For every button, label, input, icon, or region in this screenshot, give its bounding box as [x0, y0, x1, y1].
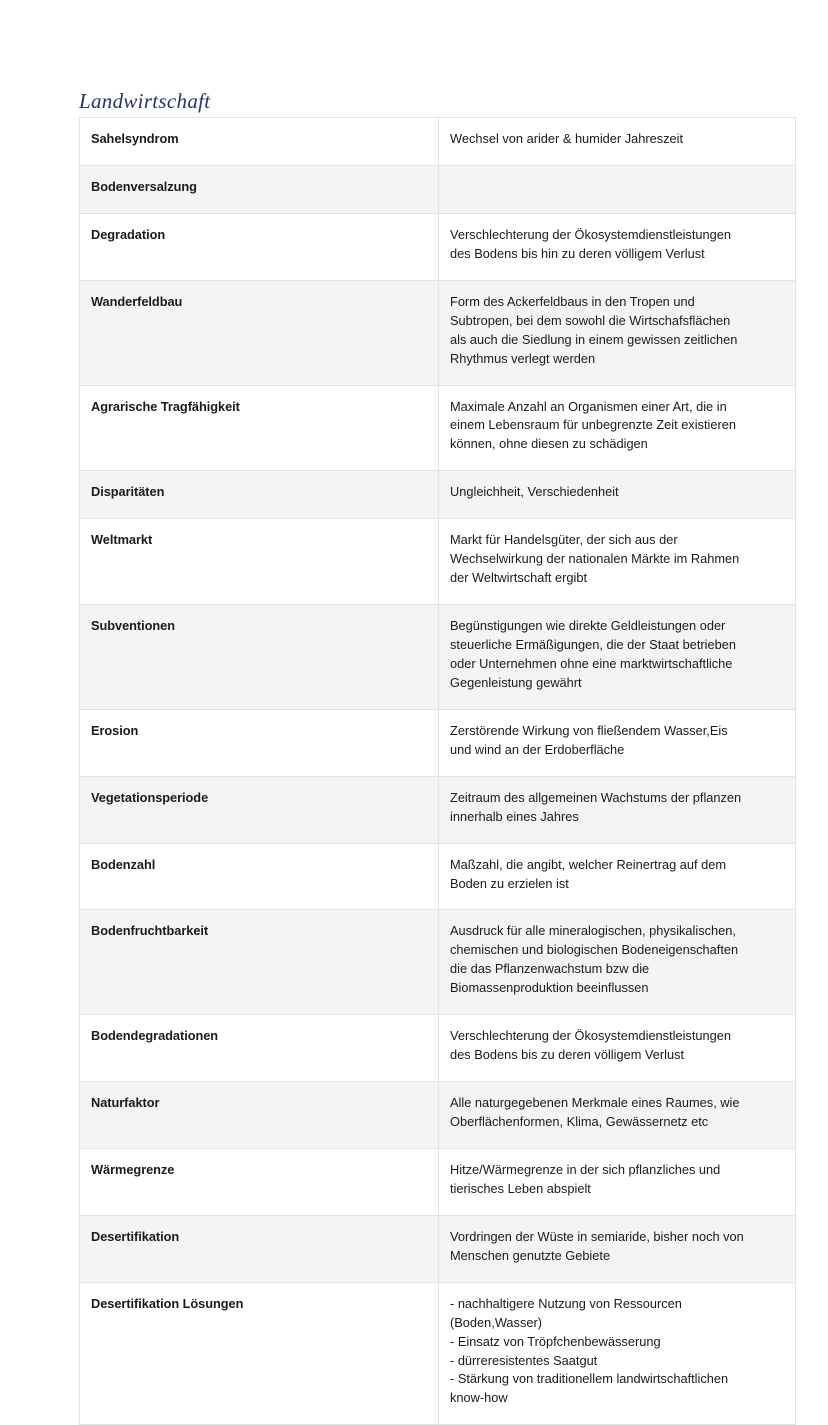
definition-cell: [439, 280, 796, 385]
vocabulary-table-body: [80, 118, 796, 1425]
definition-line: oder Unternehmen ohne eine marktwirtschaftliche: [450, 655, 733, 671]
page-title: Landwirtschaft: [79, 89, 211, 114]
definition-cell: [439, 843, 796, 910]
definition-line: chemischen und biologischen Bodeneigenschaften: [450, 942, 739, 958]
definition-cell: [439, 776, 796, 843]
definition-line: tierisches Leben abspielt: [450, 1180, 591, 1196]
term-cell: Wanderfeldbau: [80, 280, 439, 385]
definition-cell: [439, 1215, 796, 1282]
table-row: [80, 1148, 796, 1215]
vocabulary-table: [79, 117, 796, 1425]
definition-line: Verschlechterung der Ökosystemdienstleistungen: [450, 1028, 731, 1044]
definition-line: Wechselwirkung der nationalen Märkte im Rahmen: [450, 551, 740, 567]
table-row: [80, 1082, 796, 1149]
term-cell: Wärmegrenze: [80, 1148, 439, 1215]
definition-cell: [439, 519, 796, 605]
term-cell: Bodenzahl: [80, 843, 439, 910]
term-cell: Desertifikation: [80, 1215, 439, 1282]
definition-cell: [439, 385, 796, 471]
definition-cell: [439, 471, 796, 519]
table-row: [80, 519, 796, 605]
term-cell: Bodenversalzung: [80, 165, 439, 213]
definition-line: (Boden,Wasser): [450, 1314, 542, 1330]
definition-line: Form des Ackerfeldbaus in den Tropen und: [450, 293, 695, 309]
table-row: [80, 385, 796, 471]
table-row: [80, 165, 796, 213]
term-cell: Sahelsyndrom: [80, 118, 439, 166]
definition-line: Hitze/Wärmegrenze in der sich pflanzliches und: [450, 1161, 721, 1177]
definition-line: innerhalb eines Jahres: [450, 808, 579, 824]
definition-line: des Bodens bis hin zu deren völligem Verlust: [450, 245, 705, 261]
definition-line: Alle naturgegebenen Merkmale eines Raumes, wie: [450, 1095, 740, 1111]
term-cell: Desertifikation Lösungen: [80, 1282, 439, 1425]
definition-cell: [439, 213, 796, 280]
term-cell: Naturfaktor: [80, 1082, 439, 1149]
term-cell: Agrarische Tragfähigkeit: [80, 385, 439, 471]
definition-cell: [439, 1282, 796, 1425]
definition-cell: [439, 1015, 796, 1082]
definition-line: Maßzahl, die angibt, welcher Reinertrag auf dem: [450, 856, 726, 872]
definition-line: - Stärkung von traditionellem landwirtschaftlichen: [450, 1371, 729, 1387]
definition-line: - Einsatz von Tröpfchenbewässerung: [450, 1333, 661, 1349]
term-cell: Disparitäten: [80, 471, 439, 519]
definition-line: Ungleichheit, Verschiedenheit: [450, 484, 619, 500]
table-row: [80, 709, 796, 776]
definition-cell: [439, 118, 796, 166]
definition-cell: [439, 910, 796, 1015]
table-row: [80, 605, 796, 710]
definition-line: Menschen genutzte Gebiete: [450, 1247, 611, 1263]
table-row: [80, 910, 796, 1015]
definition-line: können, ohne diesen zu schädigen: [450, 436, 648, 452]
definition-line: des Bodens bis zu deren völligem Verlust: [450, 1047, 685, 1063]
term-cell: Bodendegradationen: [80, 1015, 439, 1082]
definition-line: Boden zu erzielen ist: [450, 875, 569, 891]
definition-line: - nachhaltigere Nutzung von Ressourcen: [450, 1295, 682, 1311]
table-row: [80, 471, 796, 519]
definition-cell: [439, 709, 796, 776]
term-cell: Vegetationsperiode: [80, 776, 439, 843]
definition-line: der Weltwirtschaft ergibt: [450, 570, 588, 586]
definition-line: - dürreresistentes Saatgut: [450, 1352, 598, 1368]
definition-cell: [439, 1082, 796, 1149]
definition-line: Biomassenproduktion beeinflussen: [450, 980, 649, 996]
definition-line: Subtropen, bei dem sowohl die Wirtschafsflächen: [450, 312, 731, 328]
definition-cell: [439, 1148, 796, 1215]
table-row: [80, 1215, 796, 1282]
definition-line: Ausdruck für alle mineralogischen, physikalischen,: [450, 923, 736, 939]
table-row: [80, 213, 796, 280]
definition-line: Oberflächenformen, Klima, Gewässernetz etc: [450, 1114, 709, 1129]
definition-line: Vordringen der Wüste in semiaride, bisher noch von: [450, 1228, 744, 1244]
term-cell: Weltmarkt: [80, 519, 439, 605]
definition-cell: [439, 165, 796, 213]
definition-line: als auch die Siedlung in einem gewissen zeitlichen: [450, 331, 738, 347]
definition-line: Maximale Anzahl an Organismen einer Art, die in: [450, 398, 727, 414]
definition-line: steuerliche Ermäßigungen, die der Staat betrieben: [450, 637, 736, 652]
term-cell: Erosion: [80, 709, 439, 776]
definition-empty: [450, 178, 784, 197]
definition-line: die das Pflanzenwachstum bzw die: [450, 961, 650, 977]
table-row: [80, 843, 796, 910]
table-row: [80, 1282, 796, 1425]
table-row: [80, 1015, 796, 1082]
definition-line: Markt für Handelsgüter, der sich aus der: [450, 532, 678, 548]
definition-line: know-how: [450, 1390, 508, 1406]
term-cell: Subventionen: [80, 605, 439, 710]
definition-line: Zeitraum des allgemeinen Wachstums der pflanzen: [450, 789, 742, 805]
definition-line: Begünstigungen wie direkte Geldleistungen oder: [450, 618, 726, 634]
definition-line: Wechsel von arider & humider Jahreszeit: [450, 131, 684, 146]
term-cell: Bodenfruchtbarkeit: [80, 910, 439, 1015]
definition-line: einem Lebensraum für unbegrenzte Zeit existieren: [450, 417, 736, 433]
table-row: [80, 118, 796, 166]
definition-cell: [439, 605, 796, 710]
term-cell: Degradation: [80, 213, 439, 280]
definition-line: Verschlechterung der Ökosystemdienstleistungen: [450, 226, 731, 242]
definition-line: Zerstörende Wirkung von fließendem Wasser,Eis: [450, 722, 728, 738]
definition-line: Rhythmus verlegt werden: [450, 350, 596, 366]
definition-line: Gegenleistung gewährt: [450, 674, 582, 690]
table-row: [80, 280, 796, 385]
definition-line: und wind an der Erdoberfläche: [450, 741, 625, 757]
table-row: [80, 776, 796, 843]
